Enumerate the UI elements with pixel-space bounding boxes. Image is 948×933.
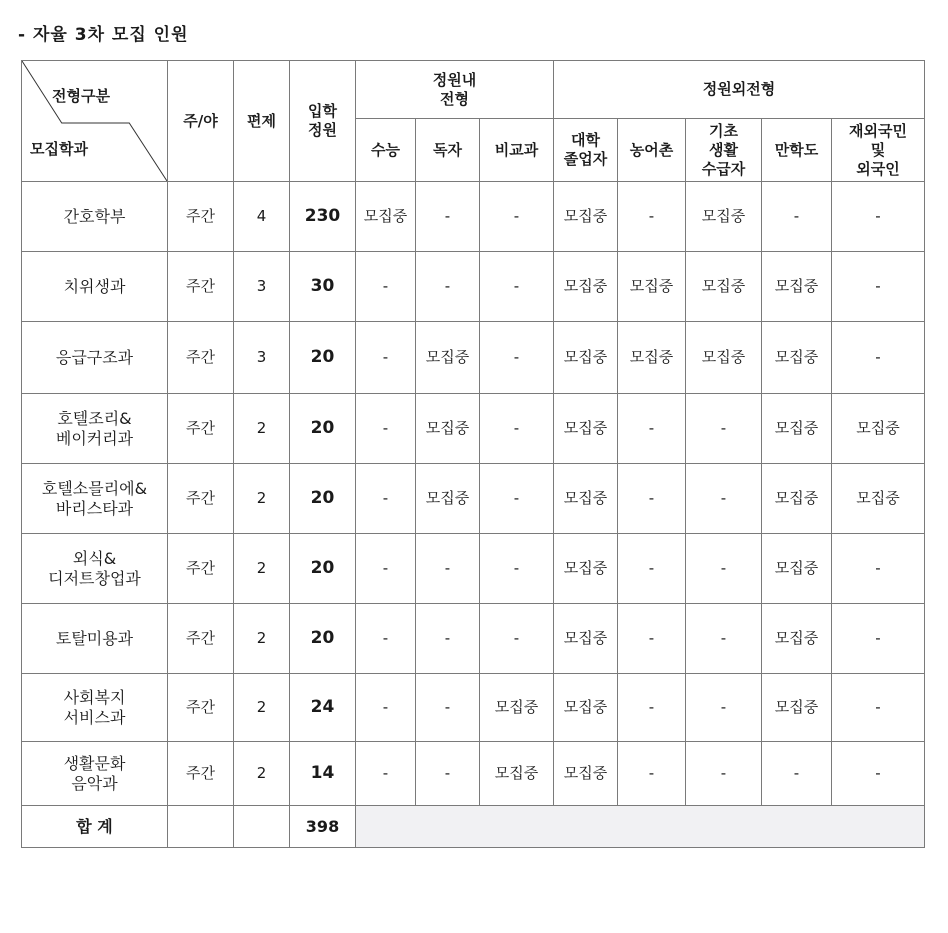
status-cell: -: [686, 394, 762, 464]
status-cell: -: [416, 182, 480, 252]
day-night-cell: 주간: [168, 394, 234, 464]
status-cell: 모집중: [554, 534, 618, 604]
status-cell: -: [480, 534, 554, 604]
status-cell: -: [618, 394, 686, 464]
status-cell: 모집중: [686, 252, 762, 322]
status-cell: -: [832, 604, 925, 674]
status-cell: 모집중: [554, 394, 618, 464]
outer-group-header: 정원외전형: [554, 61, 925, 119]
status-cell: 모집중: [356, 182, 416, 252]
outer-col-header: 농어촌: [618, 119, 686, 182]
status-cell: -: [618, 464, 686, 534]
status-cell: 모집중: [554, 464, 618, 534]
status-cell: 모집중: [762, 534, 832, 604]
day-night-cell: 주간: [168, 182, 234, 252]
empty-cell: [234, 806, 290, 848]
term-cell: 2: [234, 394, 290, 464]
status-cell: -: [618, 674, 686, 742]
status-cell: 모집중: [762, 674, 832, 742]
status-cell: -: [480, 394, 554, 464]
quota-cell: 230: [290, 182, 356, 252]
status-cell: 모집중: [554, 322, 618, 394]
status-cell: -: [356, 604, 416, 674]
status-cell: -: [480, 182, 554, 252]
status-cell: -: [832, 252, 925, 322]
term-cell: 2: [234, 604, 290, 674]
status-cell: -: [686, 604, 762, 674]
status-cell: -: [356, 742, 416, 806]
term-cell: 2: [234, 742, 290, 806]
inner-group-header: 정원내 전형: [356, 61, 554, 119]
status-cell: -: [618, 182, 686, 252]
status-cell: 모집중: [416, 322, 480, 394]
table-row: [22, 182, 925, 252]
status-cell: -: [416, 674, 480, 742]
status-cell: -: [686, 674, 762, 742]
status-cell: -: [356, 534, 416, 604]
status-cell: 모집중: [554, 604, 618, 674]
col-day-night: 주/야: [168, 61, 234, 182]
status-cell: 모집중: [762, 322, 832, 394]
dept-name-cell: 사회복지 서비스과: [22, 674, 168, 742]
empty-cell: [356, 806, 925, 848]
day-night-cell: 주간: [168, 464, 234, 534]
table-row: [22, 464, 925, 534]
status-cell: 모집중: [762, 394, 832, 464]
status-cell: -: [356, 464, 416, 534]
table-row: [22, 674, 925, 742]
status-cell: -: [762, 742, 832, 806]
status-cell: -: [356, 322, 416, 394]
status-cell: 모집중: [416, 464, 480, 534]
day-night-cell: 주간: [168, 742, 234, 806]
table-row: [22, 604, 925, 674]
term-cell: 2: [234, 674, 290, 742]
status-cell: -: [686, 534, 762, 604]
table-row: [22, 534, 925, 604]
inner-col-header: 수능: [356, 119, 416, 182]
status-cell: 모집중: [618, 252, 686, 322]
outer-col-header: 기초 생활 수급자: [686, 119, 762, 182]
status-cell: 모집중: [832, 394, 925, 464]
status-cell: 모집중: [554, 252, 618, 322]
status-cell: -: [832, 182, 925, 252]
total-row: [22, 806, 925, 848]
status-cell: 모집중: [554, 742, 618, 806]
dept-name-cell: 외식& 디저트창업과: [22, 534, 168, 604]
status-cell: -: [480, 252, 554, 322]
status-cell: -: [480, 464, 554, 534]
quota-cell: 24: [290, 674, 356, 742]
status-cell: -: [416, 742, 480, 806]
inner-col-header: 독자: [416, 119, 480, 182]
inner-col-header: 비교과: [480, 119, 554, 182]
status-cell: 모집중: [554, 674, 618, 742]
status-cell: 모집중: [480, 674, 554, 742]
table-row: [22, 742, 925, 806]
quota-cell: 20: [290, 534, 356, 604]
status-cell: 모집중: [762, 464, 832, 534]
status-cell: -: [416, 534, 480, 604]
status-cell: -: [356, 674, 416, 742]
col-term: 편제: [234, 61, 290, 182]
status-cell: -: [618, 604, 686, 674]
recruitment-table: [21, 60, 925, 848]
dept-name-cell: 응급구조과: [22, 322, 168, 394]
outer-col-header: 대학 졸업자: [554, 119, 618, 182]
dept-name-cell: 생활문화 음악과: [22, 742, 168, 806]
total-label: 합 계: [22, 806, 168, 848]
outer-col-header: 만학도: [762, 119, 832, 182]
status-cell: -: [480, 604, 554, 674]
term-cell: 3: [234, 322, 290, 394]
total-quota: 398: [290, 806, 356, 848]
outer-col-header: 재외국민 및 외국인: [832, 119, 925, 182]
corner-bottom-label: 모집학과: [30, 140, 88, 159]
term-cell: 2: [234, 534, 290, 604]
term-cell: 2: [234, 464, 290, 534]
term-cell: 4: [234, 182, 290, 252]
page-title: - 자율 3차 모집 인원: [18, 25, 189, 45]
table-row: [22, 394, 925, 464]
status-cell: -: [832, 742, 925, 806]
quota-cell: 20: [290, 464, 356, 534]
status-cell: -: [356, 252, 416, 322]
status-cell: -: [416, 252, 480, 322]
status-cell: -: [832, 322, 925, 394]
status-cell: 모집중: [480, 742, 554, 806]
status-cell: 모집중: [416, 394, 480, 464]
dept-name-cell: 호텔소믈리에& 바리스타과: [22, 464, 168, 534]
empty-cell: [168, 806, 234, 848]
day-night-cell: 주간: [168, 534, 234, 604]
col-quota: 입학 정원: [290, 61, 356, 182]
quota-cell: 20: [290, 322, 356, 394]
table-row: [22, 252, 925, 322]
day-night-cell: 주간: [168, 674, 234, 742]
day-night-cell: 주간: [168, 252, 234, 322]
status-cell: -: [832, 674, 925, 742]
quota-cell: 14: [290, 742, 356, 806]
status-cell: 모집중: [618, 322, 686, 394]
status-cell: -: [686, 464, 762, 534]
status-cell: -: [686, 742, 762, 806]
status-cell: 모집중: [832, 464, 925, 534]
quota-cell: 20: [290, 604, 356, 674]
dept-name-cell: 호텔조리& 베이커리과: [22, 394, 168, 464]
day-night-cell: 주간: [168, 322, 234, 394]
day-night-cell: 주간: [168, 604, 234, 674]
dept-name-cell: 치위생과: [22, 252, 168, 322]
table-row: [22, 322, 925, 394]
corner-top-label: 전형구분: [52, 87, 110, 105]
status-cell: 모집중: [686, 322, 762, 394]
status-cell: 모집중: [762, 604, 832, 674]
status-cell: -: [762, 182, 832, 252]
status-cell: -: [480, 322, 554, 394]
status-cell: 모집중: [554, 182, 618, 252]
dept-name-cell: 토탈미용과: [22, 604, 168, 674]
corner-header-cell: [22, 61, 168, 182]
term-cell: 3: [234, 252, 290, 322]
status-cell: 모집중: [762, 252, 832, 322]
status-cell: -: [618, 742, 686, 806]
status-cell: -: [618, 534, 686, 604]
status-cell: -: [416, 604, 480, 674]
dept-name-cell: 간호학부: [22, 182, 168, 252]
quota-cell: 30: [290, 252, 356, 322]
status-cell: -: [356, 394, 416, 464]
status-cell: -: [832, 534, 925, 604]
quota-cell: 20: [290, 394, 356, 464]
status-cell: 모집중: [686, 182, 762, 252]
